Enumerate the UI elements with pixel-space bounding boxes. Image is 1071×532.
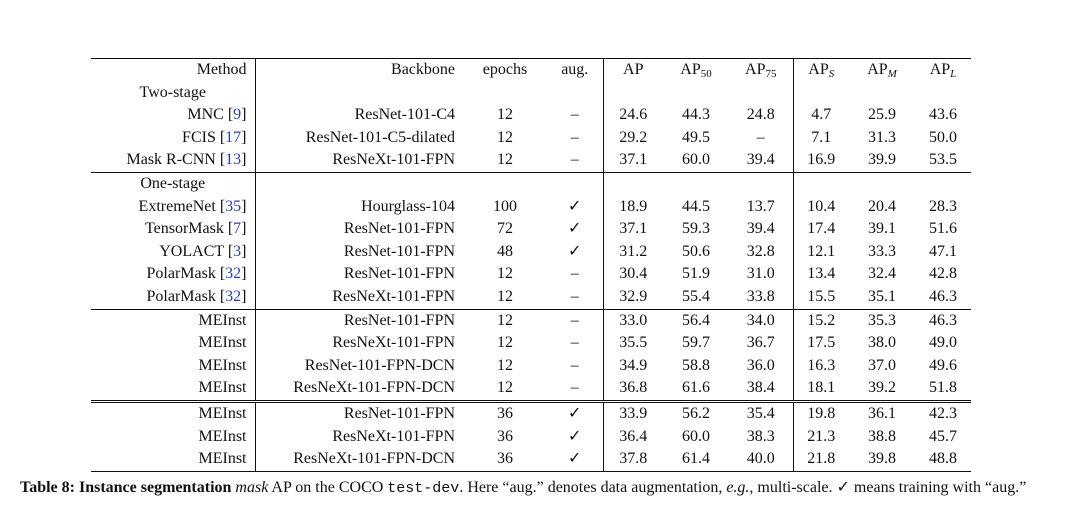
cell-ap: 36.4 <box>603 426 663 449</box>
table-caption <box>20 477 1055 500</box>
cell-ap50: 58.8 <box>682 356 710 374</box>
cell-aps: 16.9 <box>793 149 849 172</box>
cell-apl: 46.3 <box>915 309 971 332</box>
caption-text-c: , multi-scale. ✓ means training with “aug.” <box>749 479 1027 496</box>
cell-apl: 49.6 <box>929 356 957 374</box>
citation-link[interactable]: 17 <box>225 128 242 146</box>
cell-aug: – <box>570 334 579 352</box>
cell-apl: 43.6 <box>929 106 957 124</box>
cell-ap50: 49.5 <box>682 128 710 146</box>
cell-aps: 18.1 <box>793 377 849 401</box>
cell-ap50: 55.4 <box>682 287 710 305</box>
cell-method: MNC [9] <box>187 106 247 124</box>
cell-method: PolarMask [32] <box>146 265 247 283</box>
cell-method: FCIS [17] <box>182 128 247 146</box>
cell-ap75: 24.8 <box>746 106 775 124</box>
cell-apm: 39.8 <box>849 448 915 471</box>
cell-backbone: ResNeXt-101-FPN-DCN <box>255 448 463 471</box>
cell-apl: 47.1 <box>929 242 957 260</box>
cell-apl: 42.8 <box>929 265 957 283</box>
cell-epochs: 36 <box>463 448 547 471</box>
cell-apl: 48.8 <box>915 448 971 471</box>
cell-backbone: ResNeXt-101-FPN <box>255 286 463 309</box>
cell-method: MEInst <box>198 427 247 445</box>
table-row <box>91 149 971 172</box>
cell-epochs: 12 <box>497 334 513 352</box>
cell-epochs: 12 <box>463 309 547 332</box>
header-epochs: epochs <box>463 59 547 82</box>
cell-method: MEInst <box>91 448 255 471</box>
cell-ap75: – <box>756 128 765 146</box>
cell-backbone: ResNet-101-FPN <box>255 401 463 425</box>
cell-apl: 45.7 <box>929 427 957 445</box>
cell-aug: ✓ <box>547 448 603 471</box>
cell-epochs: 48 <box>497 242 513 260</box>
cell-ap50: 59.3 <box>682 220 710 238</box>
cell-ap75: 13.7 <box>746 197 775 215</box>
citation-link[interactable]: 32 <box>225 265 242 283</box>
results-table-container <box>91 58 971 472</box>
cell-apl: 50.0 <box>929 128 957 146</box>
citation-link[interactable]: 3 <box>233 242 242 260</box>
cell-backbone: ResNet-101-C5-dilated <box>255 127 463 150</box>
table-row <box>91 104 971 127</box>
cell-aps: 17.4 <box>793 218 849 241</box>
cell-apm: 35.3 <box>849 309 915 332</box>
cell-ap: 33.9 <box>603 401 663 425</box>
cell-ap: 33.0 <box>603 309 663 332</box>
group-row-two-stage <box>91 82 971 105</box>
cell-backbone: ResNet-101-FPN <box>255 218 463 241</box>
cell-ap75: 39.4 <box>746 151 775 169</box>
results-table <box>91 58 971 472</box>
cell-aug: – <box>570 265 579 283</box>
cell-backbone: ResNeXt-101-FPN <box>255 332 463 355</box>
cell-epochs: 12 <box>497 379 513 397</box>
cell-apl: 51.8 <box>929 379 957 397</box>
cell-aps: 21.3 <box>793 426 849 449</box>
citation-link[interactable]: 13 <box>225 151 242 169</box>
cell-ap: 31.2 <box>603 241 663 264</box>
table-row <box>91 286 971 309</box>
cell-epochs: 12 <box>497 265 513 283</box>
table-row <box>91 401 971 425</box>
caption-lead: Table 8: Instance segmentation <box>20 479 232 496</box>
cell-method: MEInst <box>198 379 247 397</box>
header-row <box>91 59 971 82</box>
cell-ap: 18.9 <box>603 196 663 219</box>
cell-epochs: 12 <box>497 151 513 169</box>
caption-italic-word: mask <box>235 479 269 496</box>
cell-ap75: 39.4 <box>746 220 775 238</box>
cell-ap50: 61.4 <box>663 448 729 471</box>
cell-apl: 53.5 <box>929 151 957 169</box>
cell-method: Mask R-CNN [13] <box>126 151 247 169</box>
citation-link[interactable]: 32 <box>225 287 242 305</box>
group-title-two-stage: Two-stage <box>139 83 206 101</box>
cell-aps: 16.3 <box>793 355 849 378</box>
cell-epochs: 36 <box>497 427 513 445</box>
cell-apm: 39.1 <box>868 220 896 238</box>
cell-apm: 35.1 <box>868 287 896 305</box>
cell-aps: 15.2 <box>793 309 849 332</box>
caption-text-a: AP on the COCO <box>268 479 388 496</box>
header-backbone: Backbone <box>255 59 463 82</box>
cell-method: MEInst <box>91 309 255 332</box>
cell-backbone: ResNet-101-C4 <box>255 104 463 127</box>
cell-ap50: 44.3 <box>682 106 710 124</box>
cell-ap50: 56.4 <box>663 309 729 332</box>
cell-aug: – <box>570 356 579 374</box>
cell-apm: 38.0 <box>868 334 896 352</box>
cell-ap50: 60.0 <box>682 151 710 169</box>
cell-ap: 30.4 <box>603 263 663 286</box>
table-row <box>91 355 971 378</box>
cell-ap50: 51.9 <box>682 265 710 283</box>
citation-link[interactable]: 7 <box>233 220 242 238</box>
cell-epochs: 36 <box>463 401 547 425</box>
cell-apl: 46.3 <box>929 287 957 305</box>
table-row <box>91 263 971 286</box>
caption-mono: test-dev <box>387 480 460 497</box>
cell-backbone: ResNet-101-FPN <box>255 241 463 264</box>
cell-apl: 28.3 <box>929 197 957 215</box>
table-row <box>91 426 971 449</box>
cell-ap50: 61.6 <box>682 379 710 397</box>
cell-backbone: ResNet-101-FPN <box>255 309 463 332</box>
table-row <box>91 241 971 264</box>
cell-method: PolarMask [32] <box>146 287 247 305</box>
cell-epochs: 12 <box>497 106 513 124</box>
cell-method: TensorMask [7] <box>144 220 247 238</box>
table-row <box>91 127 971 150</box>
header-aps: $AP_S$ <box>793 59 849 82</box>
cell-ap75: 38.3 <box>746 427 775 445</box>
citation-link[interactable]: 9 <box>233 106 242 124</box>
cell-method: MEInst <box>91 401 255 425</box>
cell-aug: ✓ <box>568 197 582 215</box>
caption-text-b: . Here “aug.” denotes data augmentation, <box>459 479 727 496</box>
cell-apm: 33.3 <box>868 242 896 260</box>
cell-epochs: 72 <box>497 220 513 238</box>
cell-ap75: 36.7 <box>746 334 775 352</box>
cell-aug: ✓ <box>547 401 603 425</box>
cell-aug: – <box>570 151 579 169</box>
cell-apm: 20.4 <box>868 197 896 215</box>
header-method: Method <box>91 59 255 82</box>
cell-ap50: 60.0 <box>682 427 710 445</box>
cell-aps: 19.8 <box>793 401 849 425</box>
cell-apm: 31.3 <box>868 128 896 146</box>
header-apm: $AP_M$ <box>849 59 915 82</box>
cell-aps: 21.8 <box>793 448 849 471</box>
cell-aug: – <box>570 106 579 124</box>
cell-ap75: 40.0 <box>729 448 793 471</box>
caption-eg: e.g. <box>726 479 750 496</box>
table-row <box>91 218 971 241</box>
cell-apl: 49.0 <box>929 334 957 352</box>
cell-ap50: 44.5 <box>682 197 710 215</box>
cell-ap75: 32.8 <box>746 242 775 260</box>
cell-ap75: 34.0 <box>729 309 793 332</box>
cell-ap: 37.8 <box>603 448 663 471</box>
table-row <box>91 448 971 471</box>
header-apl: $AP_L$ <box>915 59 971 82</box>
cell-method: MEInst <box>198 334 247 352</box>
cell-ap75: 35.4 <box>729 401 793 425</box>
cell-aug: ✓ <box>568 220 582 238</box>
cell-apm: 37.0 <box>868 356 896 374</box>
cell-apm: 36.1 <box>849 401 915 425</box>
cell-aug: ✓ <box>568 242 582 260</box>
cell-epochs: 100 <box>493 197 517 215</box>
header-ap: AP <box>603 59 663 82</box>
cell-ap: 35.5 <box>603 332 663 355</box>
cell-ap50: 59.7 <box>682 334 710 352</box>
cell-aug: – <box>570 128 579 146</box>
cell-apm: 38.8 <box>868 427 896 445</box>
cell-apl: 42.3 <box>915 401 971 425</box>
cell-ap: 32.9 <box>603 286 663 309</box>
cell-aug: – <box>570 379 579 397</box>
cell-backbone: ResNet-101-FPN <box>255 263 463 286</box>
cell-apl: 51.6 <box>929 220 957 238</box>
header-ap75: $AP_{75}$ <box>729 59 793 82</box>
cell-apm: 39.2 <box>868 379 896 397</box>
cell-aug: ✓ <box>568 427 582 445</box>
cell-epochs: 12 <box>497 356 513 374</box>
group-title-one-stage: One-stage <box>91 172 255 195</box>
cell-aps: 12.1 <box>793 241 849 264</box>
cell-method: YOLACT [3] <box>159 242 247 260</box>
cell-apm: 32.4 <box>868 265 896 283</box>
cell-ap75: 33.8 <box>746 287 775 305</box>
cell-aps: 17.5 <box>793 332 849 355</box>
cell-ap75: 38.4 <box>746 379 775 397</box>
cell-epochs: 12 <box>497 128 513 146</box>
cell-aug: – <box>570 287 579 305</box>
header-ap50: $AP_{50}$ <box>663 59 729 82</box>
cell-ap: 29.2 <box>603 127 663 150</box>
cell-method: ExtremeNet [35] <box>138 197 247 215</box>
cell-apm: 39.9 <box>868 151 896 169</box>
cell-aps: 13.4 <box>793 263 849 286</box>
cell-backbone: ResNeXt-101-FPN <box>255 426 463 449</box>
cell-aps: 15.5 <box>793 286 849 309</box>
header-aug: aug. <box>547 59 603 82</box>
cell-ap75: 36.0 <box>746 356 775 374</box>
group-row-one-stage <box>91 172 971 195</box>
cell-aps: 10.4 <box>793 196 849 219</box>
cell-backbone: ResNet-101-FPN-DCN <box>255 355 463 378</box>
cell-backbone: ResNeXt-101-FPN-DCN <box>255 377 463 401</box>
cell-ap50: 56.2 <box>663 401 729 425</box>
cell-ap75: 31.0 <box>746 265 775 283</box>
citation-link[interactable]: 35 <box>225 197 242 215</box>
cell-epochs: 12 <box>497 287 513 305</box>
cell-aps: 4.7 <box>793 104 849 127</box>
cell-ap: 34.9 <box>603 355 663 378</box>
cell-ap50: 50.6 <box>682 242 710 260</box>
cell-apm: 25.9 <box>868 106 896 124</box>
table-row <box>91 377 971 401</box>
cell-aug: – <box>547 309 603 332</box>
cell-method: MEInst <box>198 356 247 374</box>
cell-backbone: Hourglass-104 <box>255 196 463 219</box>
cell-aps: 7.1 <box>793 127 849 150</box>
cell-ap: 24.6 <box>603 104 663 127</box>
cell-backbone: ResNeXt-101-FPN <box>255 149 463 172</box>
cell-ap: 36.8 <box>603 377 663 401</box>
table-row <box>91 332 971 355</box>
table-row <box>91 196 971 219</box>
cell-ap: 37.1 <box>603 218 663 241</box>
cell-ap: 37.1 <box>603 149 663 172</box>
table-row <box>91 309 971 332</box>
